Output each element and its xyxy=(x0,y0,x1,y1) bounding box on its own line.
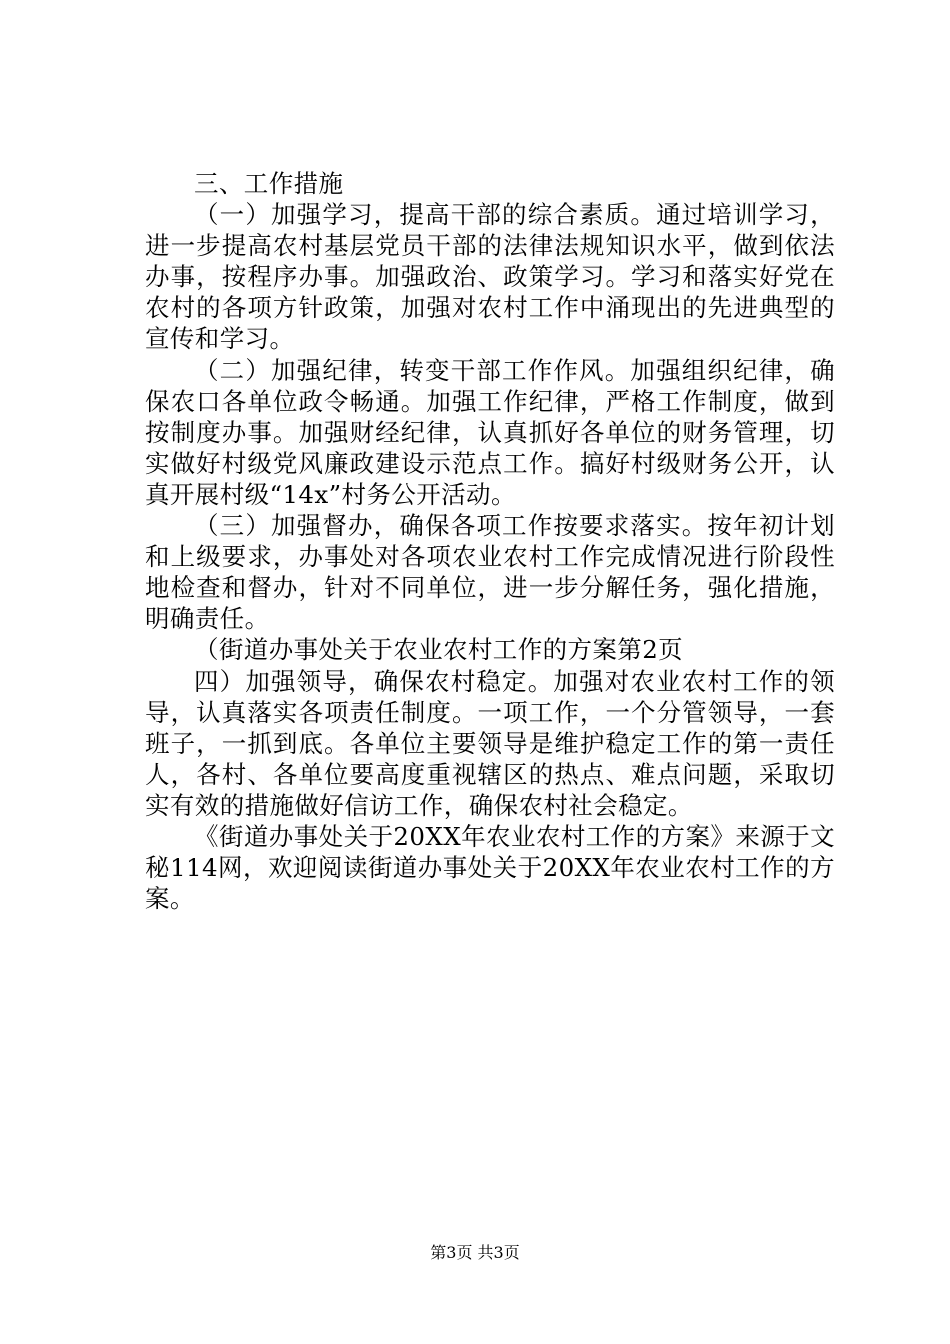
paragraph-leadership: 四）加强领导，确保农村稳定。加强对农业农村工作的领导，认真落实各项责任制度。一项工作，一个分管领导，一套班子，一抓到底。各单位主要领导是维护稳定工作的第一责任人，各村、各单位要高度重视辖区的热点、难点问题，采取切实有效的措施做好信访工作，确保农村社会稳定。 xyxy=(145,666,835,820)
document-body xyxy=(145,168,835,914)
paragraph-study: （一）加强学习，提高干部的综合素质。通过培训学习，进一步提高农村基层党员干部的法律法规知识水平，做到依法办事，按程序办事。加强政治、政策学习。学习和落实好党在农村的各项方针政策，加强对农村工作中涌现出的先进典型的宣传和学习。 xyxy=(145,200,835,354)
paragraph-page-marker: （街道办事处关于农业农村工作的方案第2页 xyxy=(194,635,684,665)
paragraph-supervision: （三）加强督办，确保各项工作按要求落实。按年初计划和上级要求，办事处对各项农业农村工作完成情况进行阶段性地检查和督办，针对不同单位，进一步分解任务，强化措施，明确责任。 xyxy=(145,511,835,634)
section-heading: 三、工作措施 xyxy=(194,169,344,198)
paragraph-discipline: （二）加强纪律，转变干部工作作风。加强组织纪律，确保农口各单位政令畅通。加强工作纪律，严格工作制度，做到按制度办事。加强财经纪律，认真抓好各单位的财务管理，切实做好村级党风廉政建设示范点工作。搞好村级财务公开，认真开展村级“14x”村务公开活动。 xyxy=(145,355,835,509)
paragraph-source-note: 《街道办事处关于20XX年农业农村工作的方案》来源于文秘114网，欢迎阅读街道办事处关于20XX年农业农村工作的方案。 xyxy=(145,821,835,914)
page-number: 第3页 共3页 xyxy=(430,1243,520,1262)
